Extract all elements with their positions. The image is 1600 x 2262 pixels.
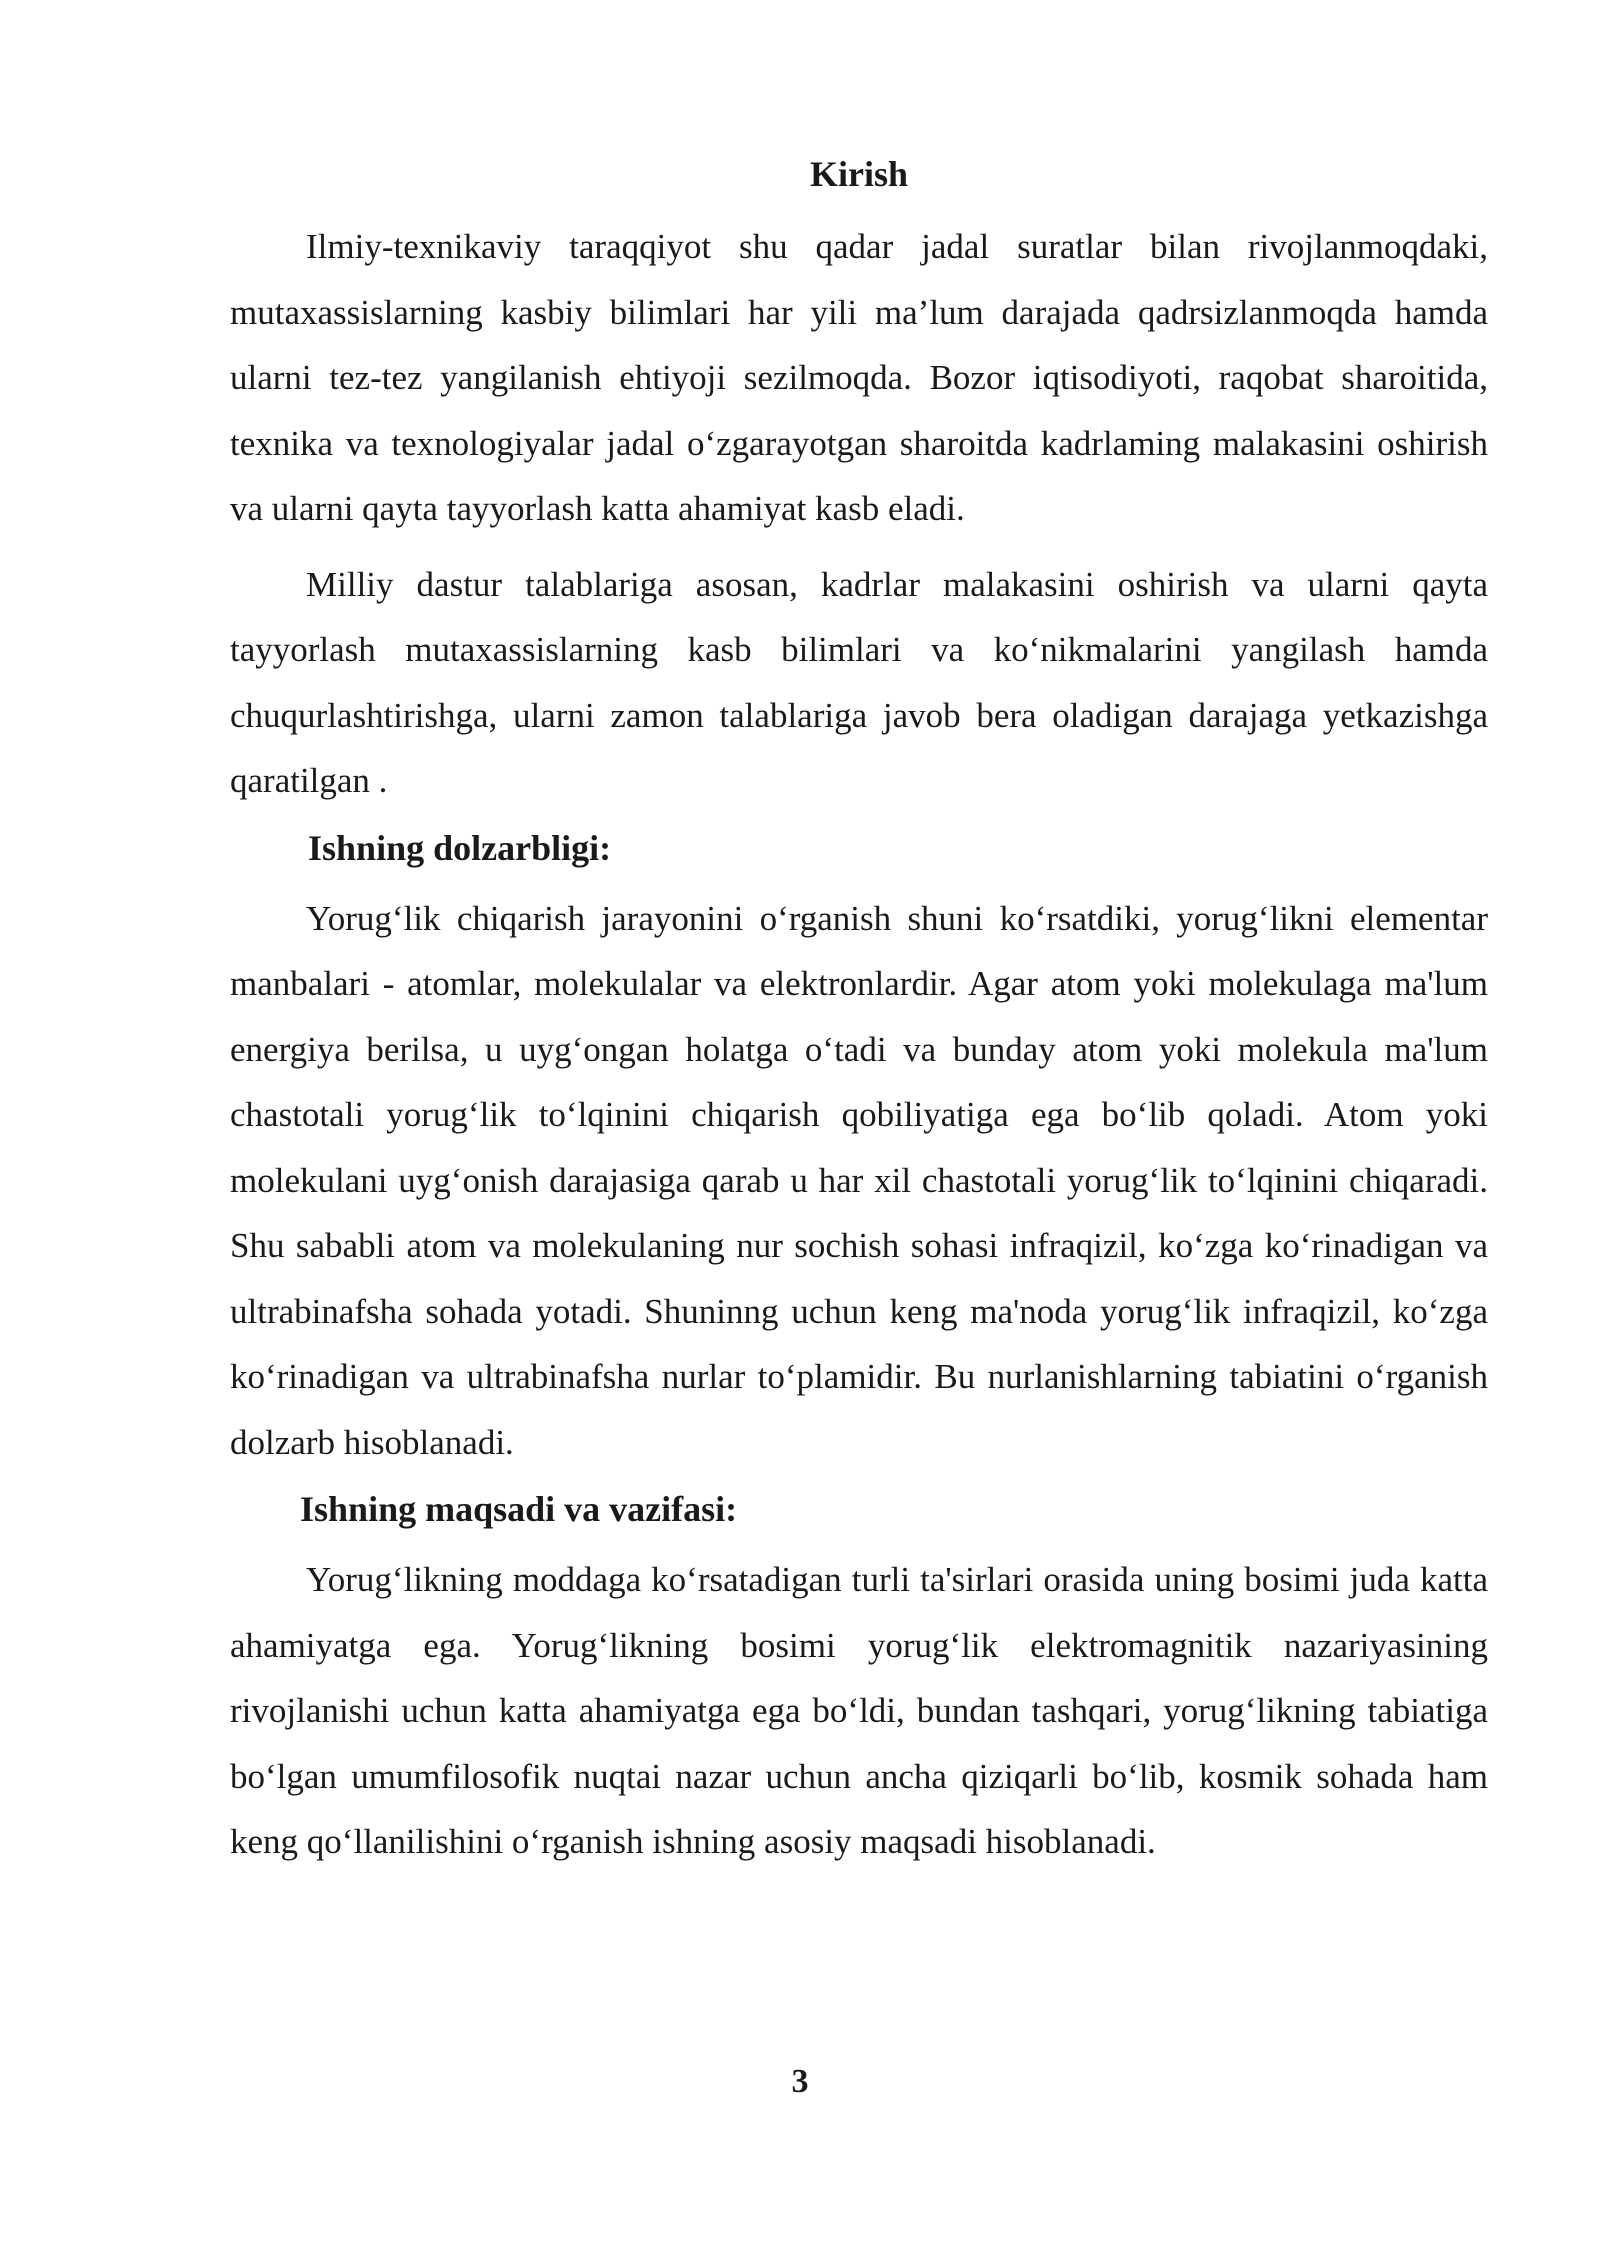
goal-paragraph: Yorug‘likning moddaga ko‘rsatadigan turli ta'sirlari orasida uning bosimi juda katta ahamiyatga ega. Yorug‘likning bosimi yorug‘lik elektromagnitik nazariyasining rivojlanishi uchun katta ahamiyatga ega bo‘ldi, bundan tashqari, yorug‘likning tabiatiga bo‘lgan umumfilosofik nuqtai nazar uchun ancha qiziqarli bo‘lib, kosmik sohada ham keng qo‘llanilishini o‘rganish ishning asosiy maqsadi hisoblanadi. [230,1560,1488,1861]
document-page [230,150,1488,1885]
intro-paragraph-1: Ilmiy-texnikaviy taraqqiyot shu qadar jadal suratlar bilan rivojlanmoqdaki, mutaxassislarning kasbiy bilimlari har yili ma’lum darajada qadrsizlanmoqda hamda ularni tez-tez yangilanish ehtiyoji sezilmoqda. Bozor iqtisodiyoti, raqobat sharoitida, texnika va texnologiyalar jadal o‘zgarayotgan sharoitda kadrlaming malakasini oshirish va ularni qayta tayyorlash katta ahamiyat kasb eladi. [230,227,1488,528]
page-title: Kirish [809,154,908,194]
section-heading-goal: Ishning maqsadi va vazifasi: [300,1489,738,1529]
section-heading-relevance: Ishning dolzarbligi: [308,827,612,868]
intro-paragraph-2: Milliy dastur talablariga asosan, kadrlar malakasini oshirish va ularni qayta tayyorlash mutaxassislarning kasb bilimlari va ko‘nikmalarini yangilash hamda chuqurlashtirishga, ularni zamon talablariga javob bera oladigan darajaga yetkazishga qaratilgan . [230,564,1488,800]
relevance-paragraph: Yorug‘lik chiqarish jarayonini o‘rganish shuni ko‘rsatdiki, yorug‘likni elementar manbalari - atomlar, molekulalar va elektronlardir. Agar atom yoki molekulaga ma'lum energiya berilsa, u uyg‘ongan holatga o‘tadi va bunday atom yoki molekula ma'lum chastotali yorug‘lik to‘lqinini chiqarish qobiliyatiga ega bo‘lib qoladi. Atom yoki molekulani uyg‘onish darajasiga qarab u har xil chastotali yorug‘lik to‘lqinini chiqaradi. Shu sababli atom va molekulaning nur sochish sohasi infraqizil, ko‘zga ko‘rinadigan va ultrabinafsha sohada yotadi. Shuninng uchun keng ma'noda yorug‘lik infraqizil, ko‘zga ko‘rinadigan va ultrabinafsha nurlar to‘plamidir. Bu nurlanishlarning tabiatini o‘rganish dolzarb hisoblanadi. [230,898,1488,1462]
page-number: 3 [791,2063,809,2100]
